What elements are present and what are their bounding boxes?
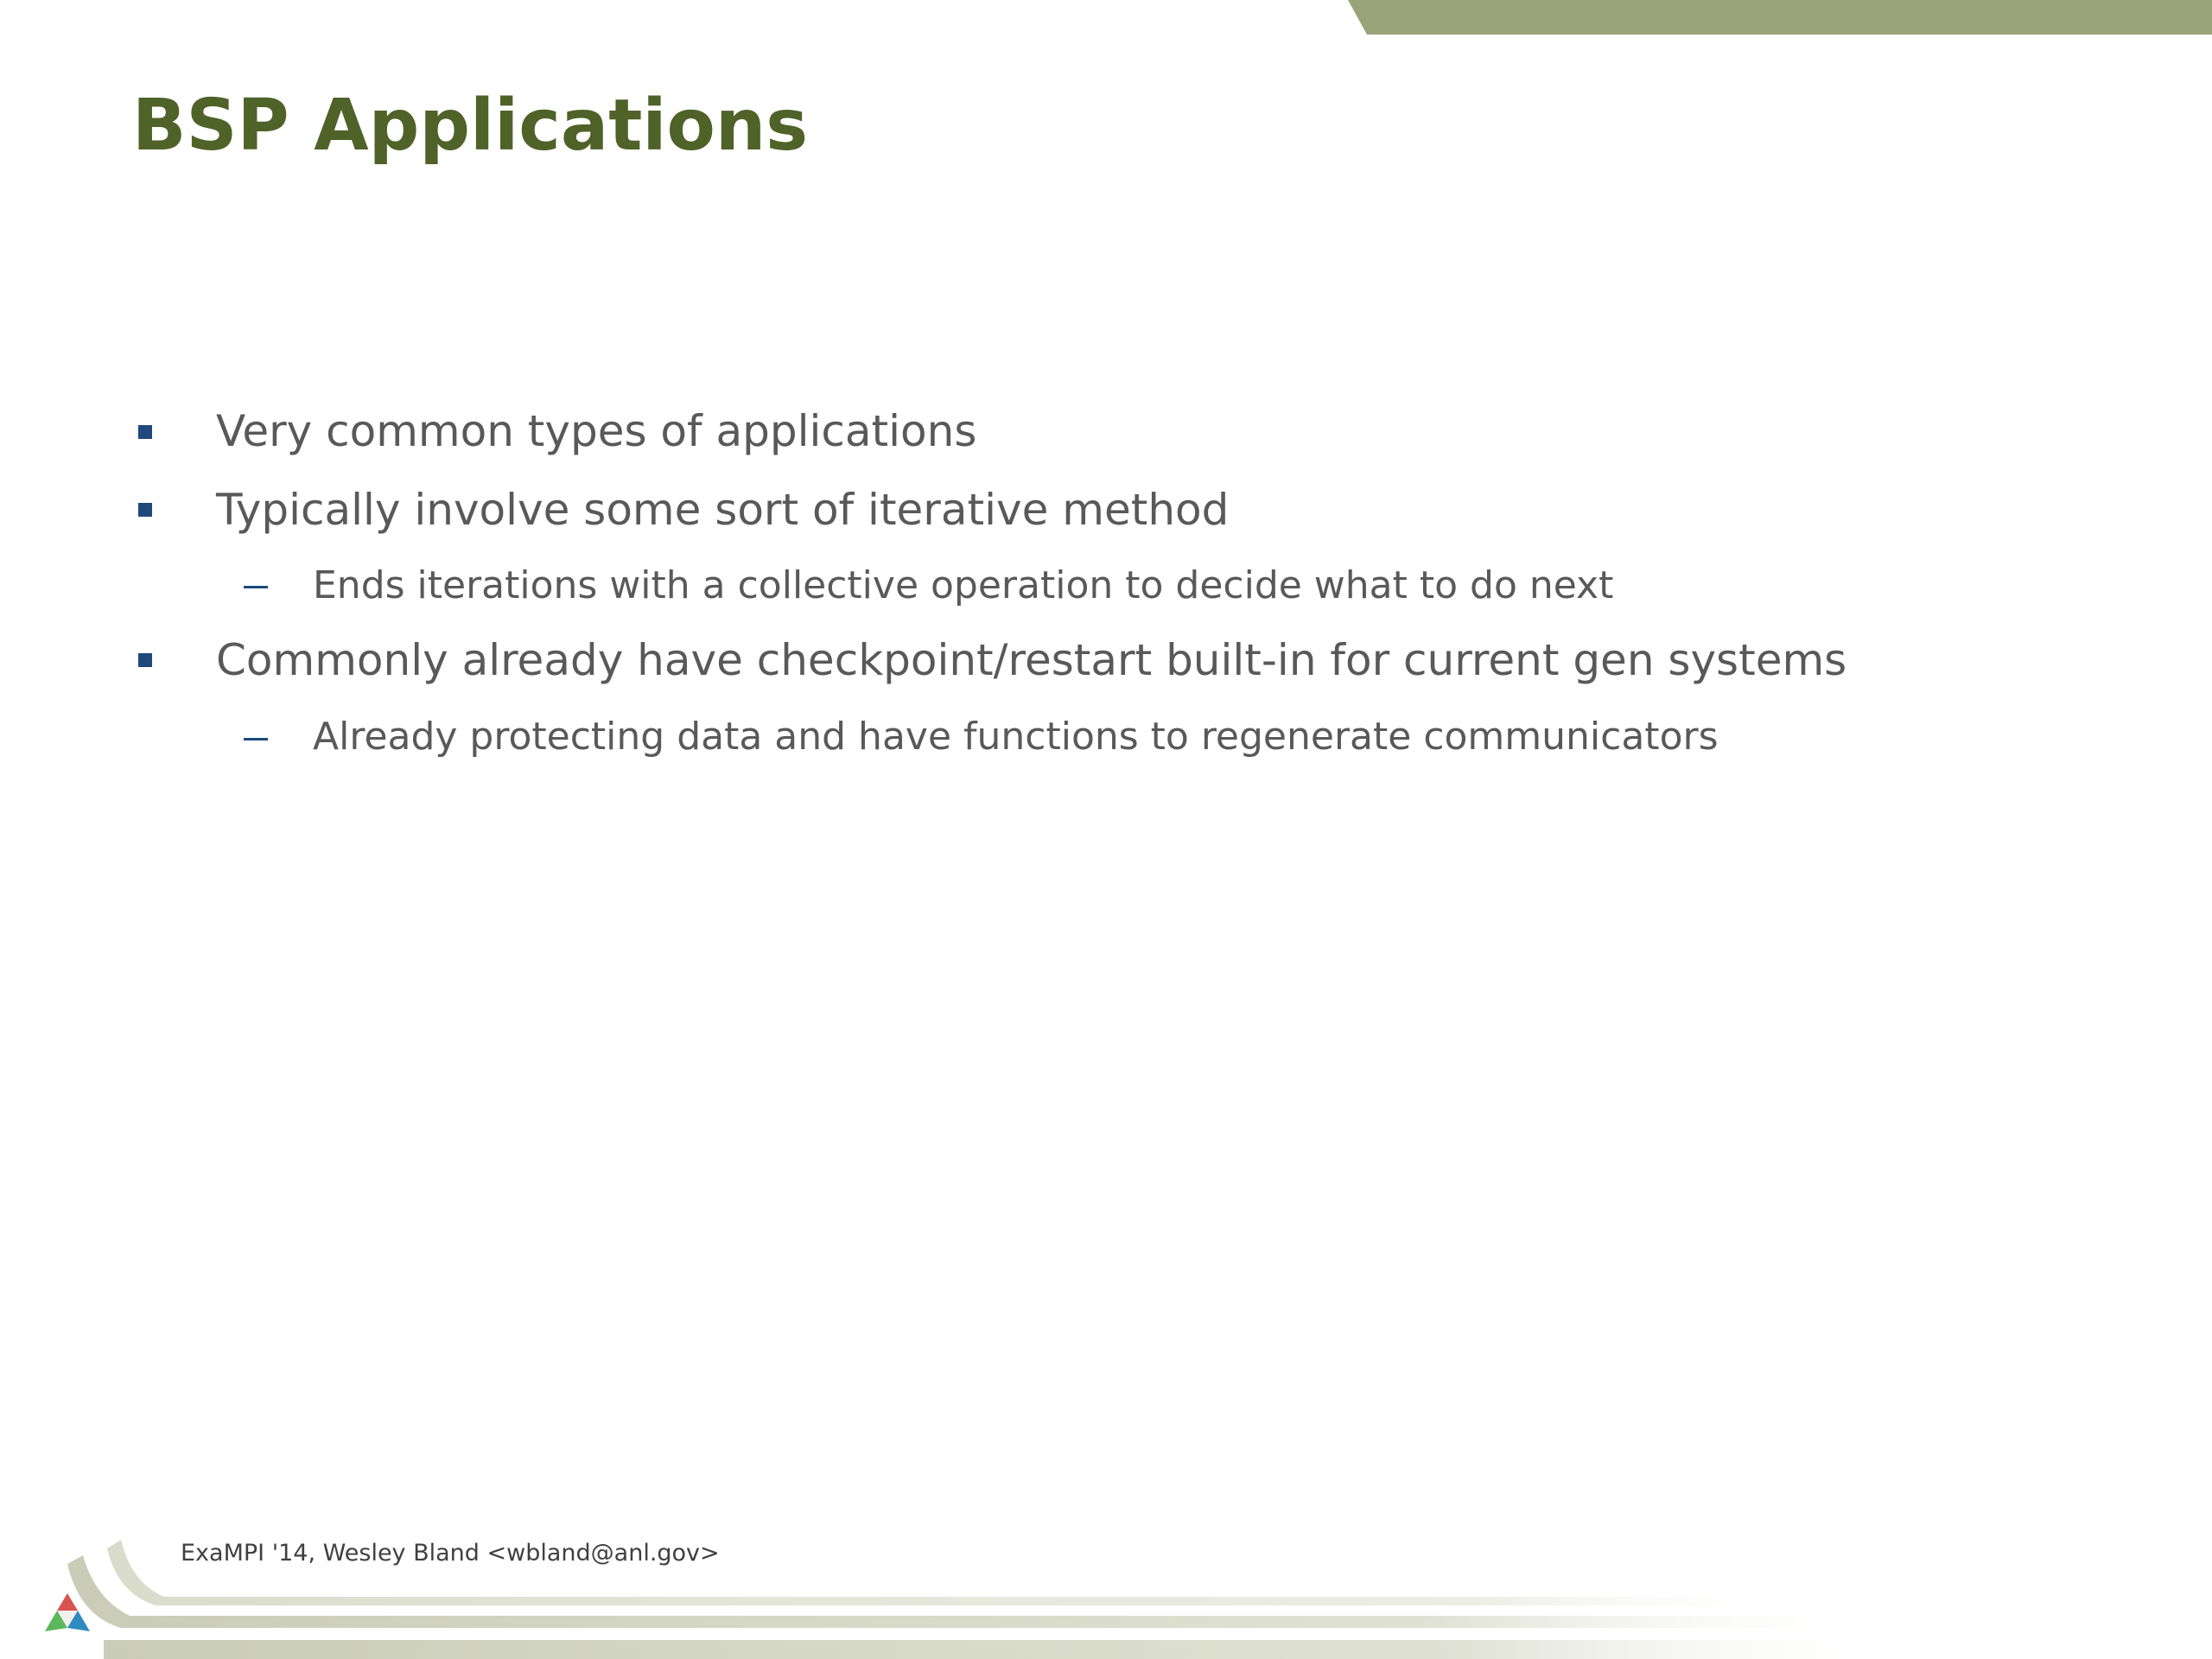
bullet-item: Very common types of applications (216, 406, 977, 456)
sub-bullet-item: Already protecting data and have functions to regenerate communicators (313, 715, 1719, 759)
bullet-square-icon (138, 503, 152, 517)
bullet-item: Commonly already have checkpoint/restart built-in for current gen systems (216, 635, 1847, 685)
bullet-item: Typically involve some sort of iterative method (216, 485, 1230, 535)
sub-bullet-dash-icon (244, 586, 268, 588)
sub-bullet-dash-icon (244, 738, 268, 741)
footer-citation: ExaMPI '14, Wesley Bland <wbland@anl.gov> (181, 1540, 720, 1567)
bullet-square-icon (138, 653, 152, 667)
argonne-logo-icon (43, 1592, 92, 1635)
sub-bullet-item: Ends iterations with a collective operation to decide what to do next (313, 563, 1614, 607)
slide-title: BSP Applications (132, 85, 809, 167)
bullet-square-icon (138, 425, 152, 439)
